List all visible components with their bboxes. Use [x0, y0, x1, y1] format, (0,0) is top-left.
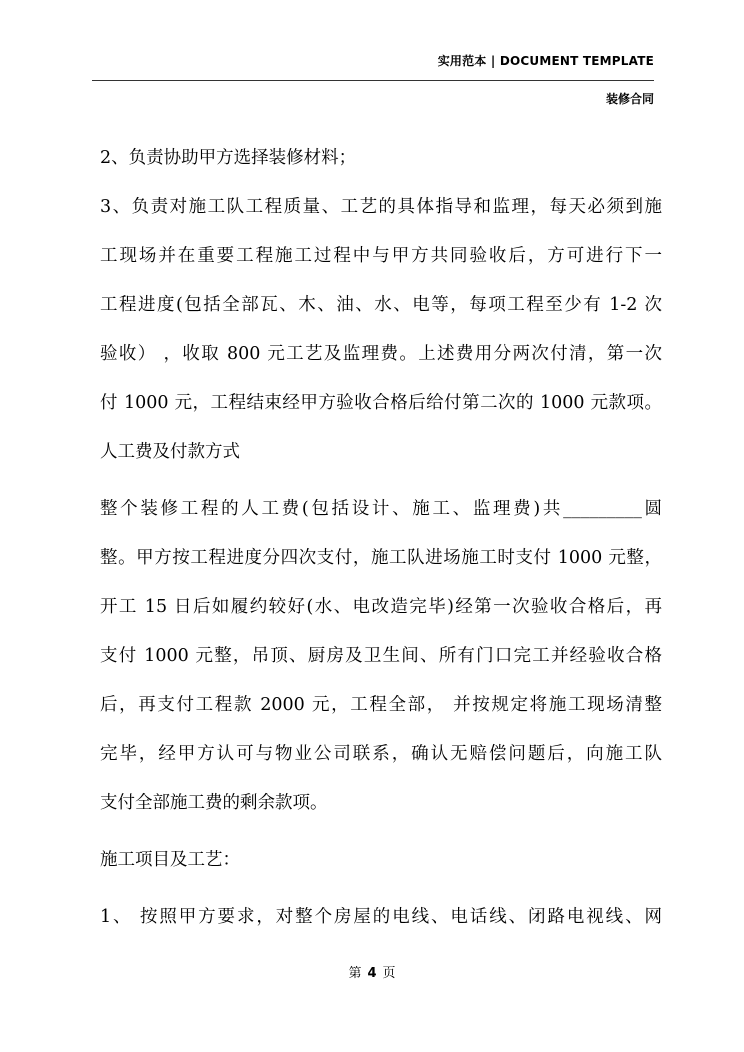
section-heading: 人工费及付款方式: [100, 442, 240, 462]
page-suffix: 页: [382, 966, 396, 981]
document-template-tag: 实用范本 | DOCUMENT TEMPLATE: [437, 54, 654, 68]
body-line: 支付全部施工费的剩余款项。: [100, 793, 328, 813]
page-footer: [0, 962, 744, 981]
body-line: 完毕，经甲方认可与物业公司联系，确认无赔偿问题后，向施工队: [100, 744, 662, 764]
body-line: 工现场并在重要工程施工过程中与甲方共同验收后，方可进行下一: [100, 246, 662, 266]
page-prefix: 第: [348, 966, 362, 981]
page-number: 4: [367, 966, 377, 981]
body-line: 1、 按照甲方要求，对整个房屋的电线、电话线、闭路电视线、网: [100, 907, 662, 927]
body-line: 支付 1000 元整，吊顶、厨房及卫生间、所有门口完工并经验收合格: [100, 646, 662, 666]
body-line: 开工 15 日后如履约较好(水、电改造完毕)经第一次验收合格后，再: [100, 597, 662, 617]
body-line: 工程进度(包括全部瓦、木、油、水、电等，每项工程至少有 1-2 次: [100, 295, 662, 315]
body-line: 后，再支付工程款 2000 元，工程全部， 并按规定将施工现场清整: [100, 695, 662, 715]
body-line: 验收） ，收取 800 元工艺及监理费。上述费用分两次付清，第一次: [100, 344, 662, 364]
section-heading: 施工项目及工艺：: [100, 850, 240, 870]
body-line: 付 1000 元，工程结束经甲方验收合格后给付第二次的 1000 元款项。: [100, 393, 662, 413]
contract-body: [100, 134, 662, 942]
body-line: 整。甲方按工程进度分四次支付，施工队进场施工时支付 1000 元整，: [100, 548, 662, 568]
body-line: 整个装修工程的人工费(包括设计、施工、监理费)共_________圆: [100, 499, 662, 519]
body-line: 3、负责对施工队工程质量、工艺的具体指导和监理，每天必须到施: [100, 197, 662, 217]
document-subtitle: 装修合同: [605, 92, 654, 106]
body-line: 2、负责协助甲方选择装修材料；: [100, 148, 357, 168]
header-divider: [92, 80, 654, 81]
